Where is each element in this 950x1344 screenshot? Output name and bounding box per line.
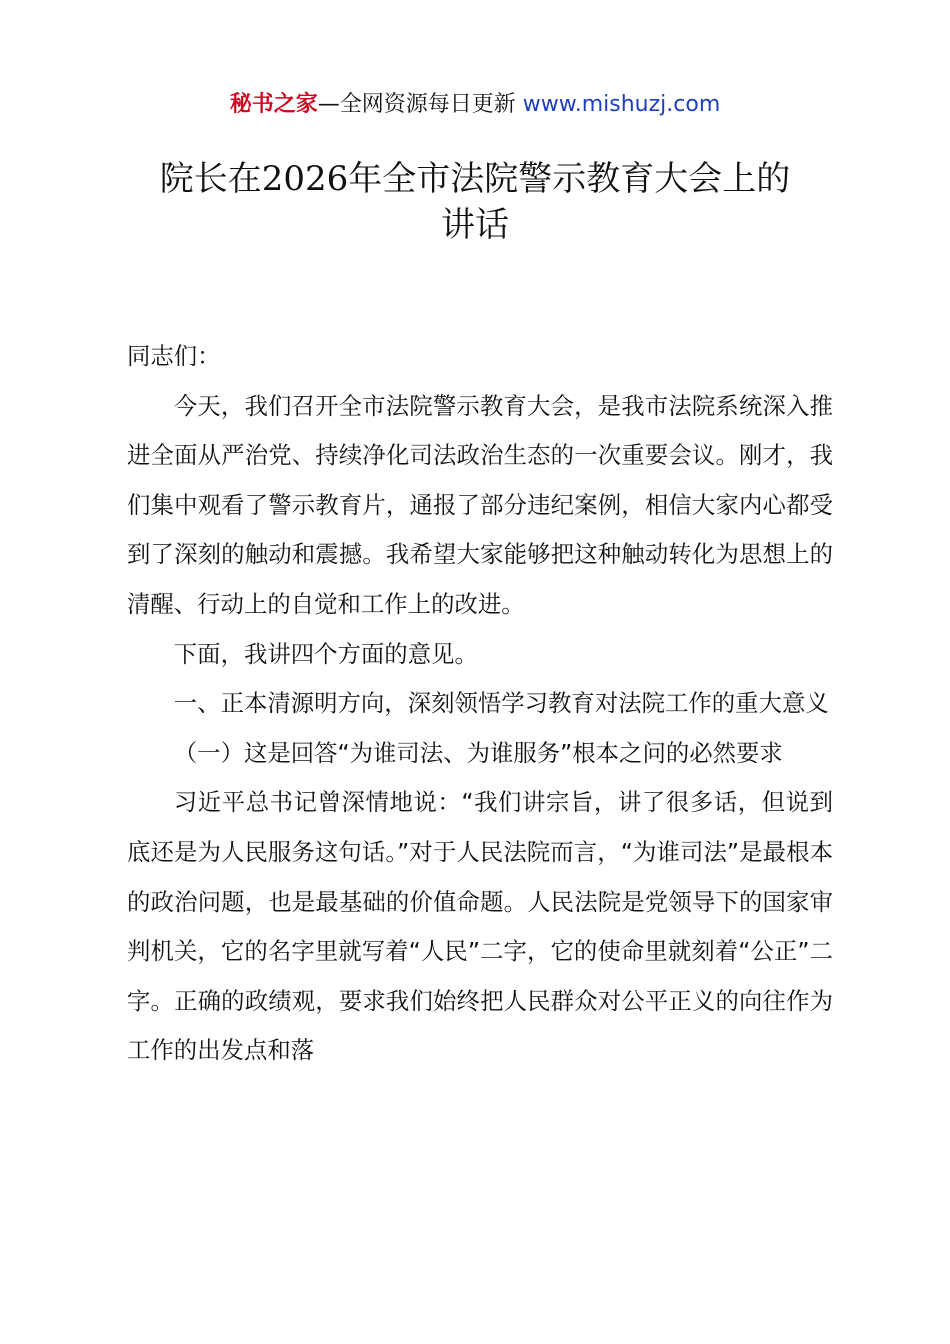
paragraph-body: 习近平总书记曾深情地说：“我们讲宗旨，讲了很多话，但说到底还是为人民服务这句话。”对于人民法院而言，“为谁司法”是最根本的政治问题，也是最基础的价值命题。人民法院是党领导下的国家审判机关，它的名字里就写着“人民”二字，它的使命里就刻着“公正”二字。正确的政绩观，要求我们始终把人民群众对公平正义的向往作为工作的出发点和落 [127,788,833,1065]
section-heading-1: 一、正本清源明方向，深刻领悟学习教育对法院工作的重大意义 [173,689,829,718]
subsection-heading-1-1: （一）这是回答“为谁司法、为谁服务”根本之问的必然要求 [173,738,783,767]
salutation: 同志们： [127,342,221,370]
site-brand: 秘书之家 [229,92,318,117]
document-body [127,332,833,1076]
document-title [120,156,830,248]
site-tagline: —全网资源每日更新 [317,92,516,117]
document-title-line-1: 院长在2026年全市法院警示教育大会上的 [159,159,791,199]
paragraph-intro: 今天，我们召开全市法院警示教育大会，是我市法院系统深入推进全面从严治党、持续净化司法政治生态的一次重要会议。刚才，我们集中观看了警示教育片，通报了部分违纪案例，相信大家内心都受到了深刻的触动和震撼。我希望大家能够把这种触动转化为思想上的清醒、行动上的自觉和工作上的改进。 [127,391,833,618]
site-url-link[interactable]: www.mishuzj.com [522,92,721,117]
paragraph-overview: 下面，我讲四个方面的意见。 [173,639,478,668]
site-header [0,88,950,122]
document-title-line-2: 讲话 [441,205,509,245]
